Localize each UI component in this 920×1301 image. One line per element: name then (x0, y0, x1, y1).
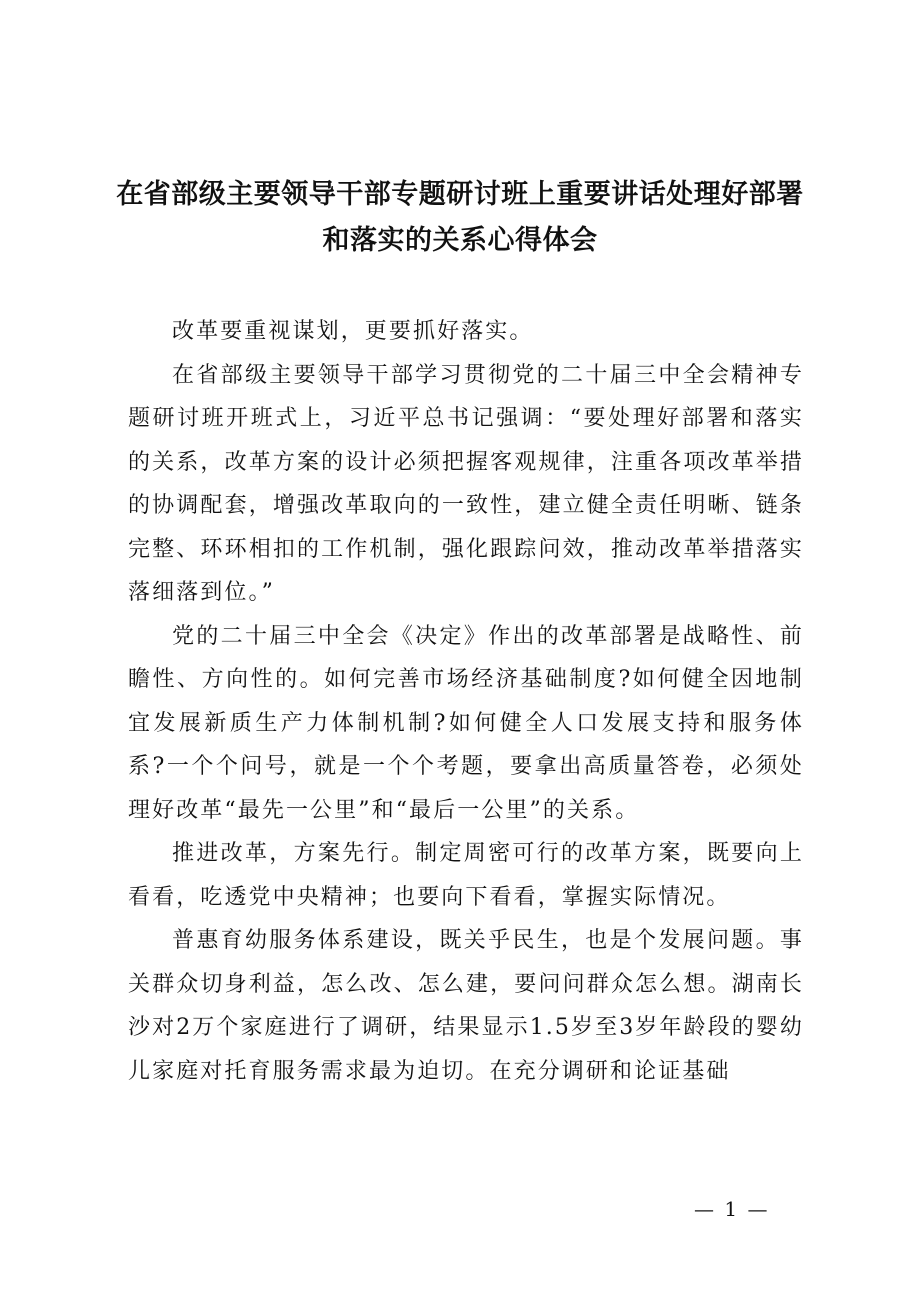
paragraph-2: 在省部级主要领导干部学习贯彻党的二十届三中全会精神专题研讨班开班式上，习近平总书记强调：“要处理好部署和落实的关系，改革方案的设计必须把握客观规律，注重各项改革举措的协调配套，增强改革取向的一致性，建立健全责任明晰、链条完整、环环相扣的工作机制，强化跟踪问效，推动改革举措落实落细落到位。” (128, 362, 804, 605)
document-title: 在省部级主要领导干部专题研讨班上重要讲话处理好部署和落实的关系心得体会 (116, 179, 804, 256)
page-number: — 1 — (694, 1197, 770, 1221)
paragraph-3: 党的二十届三中全会《决定》作出的改革部署是战略性、前瞻性、方向性的。如何完善市场经济基础制度?如何健全因地制宜发展新质生产力体制机制?如何健全人口发展支持和服务体系?一个个问号，就是一个个考题，要拿出高质量答卷，必须处理好改革“最先一公里”和“最后一公里”的关系。 (128, 623, 804, 823)
paragraph-5: 普惠育幼服务体系建设，既关乎民生，也是个发展问题。事关群众切身利益，怎么改、怎么建，要问问群众怎么想。湖南长沙对2万个家庭进行了调研，结果显示1.5岁至3岁年龄段的婴幼儿家庭对托育服务需求最为迫切。在充分调研和论证基础 (128, 928, 804, 1084)
paragraph-1: 改革要重视谋划，更要抓好落实。 (172, 319, 534, 344)
document-body (128, 310, 804, 1093)
paragraph-4: 推进改革，方案先行。制定周密可行的改革方案，既要向上看看，吃透党中央精神；也要向下看看，掌握实际情况。 (128, 841, 804, 910)
